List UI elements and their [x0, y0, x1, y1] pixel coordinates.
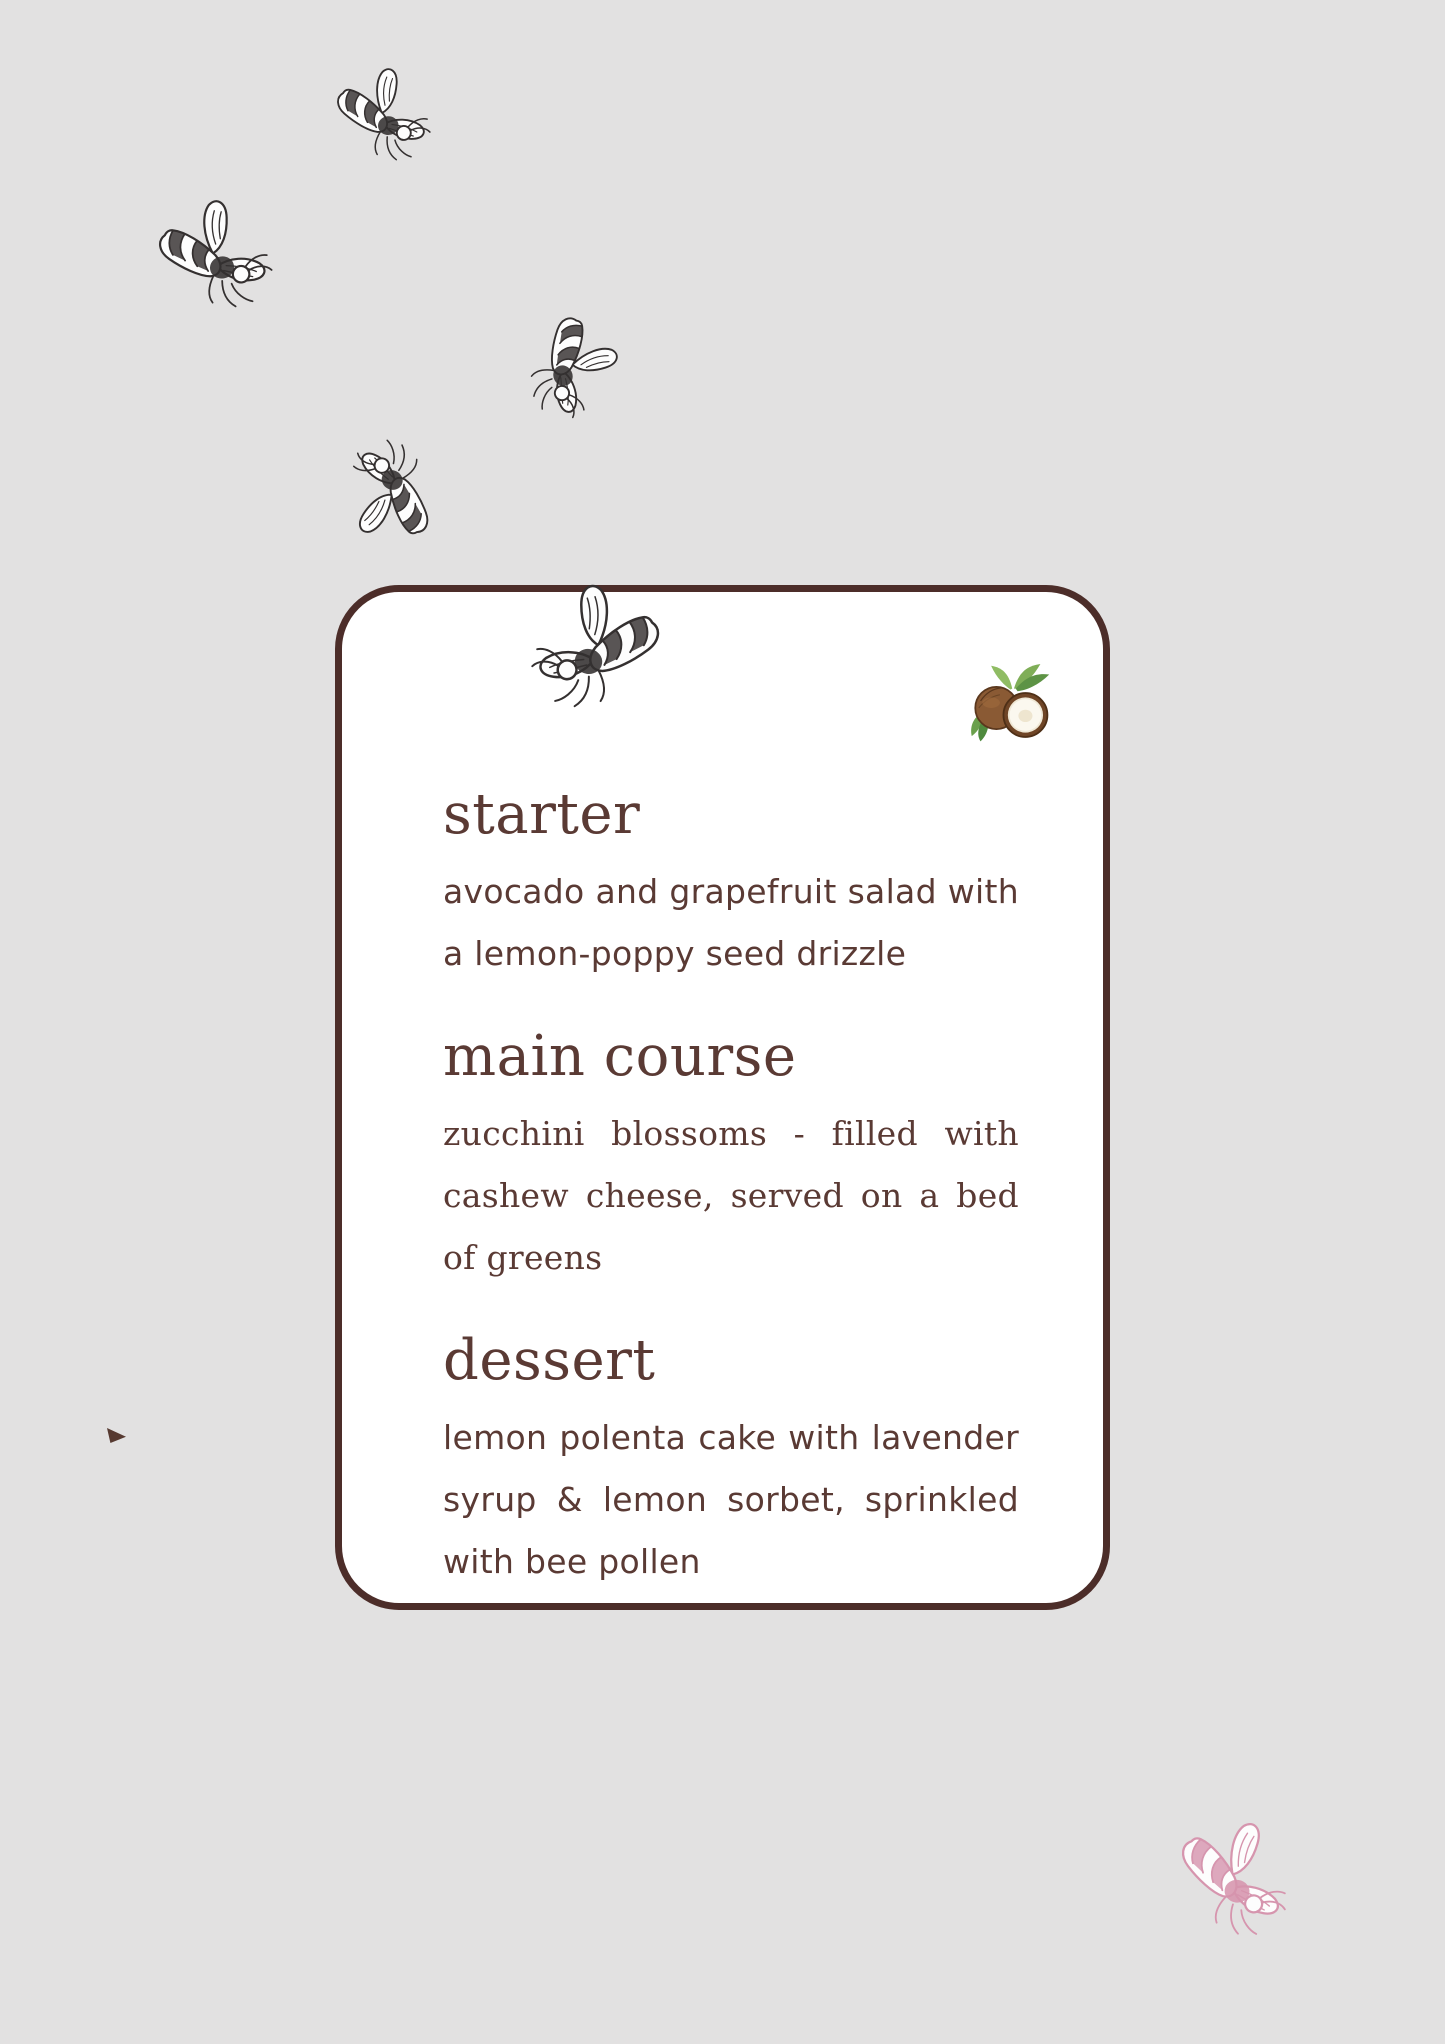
bee-icon [140, 187, 291, 329]
dessert-heading: dessert [443, 1328, 656, 1393]
starter-description: avocado and grapefruit salad with a lemon-poppy seed drizzle [443, 872, 1019, 973]
coconut-icon [970, 662, 1058, 746]
menu-section-starter [443, 782, 1019, 985]
bee-icon [317, 417, 467, 563]
dessert-description: lemon polenta cake with lavender syrup & lemon sorbet, sprinkled with bee pollen [443, 1418, 1019, 1581]
bee-icon [511, 572, 679, 730]
menu-section-dessert [443, 1328, 1019, 1593]
main-course-description: zucchini blossoms - filled with cashew cheese, served on a bed of greens [443, 1114, 1019, 1277]
starter-heading: starter [443, 782, 641, 847]
main-course-heading: main course [443, 1024, 797, 1089]
triangle-marker [107, 1428, 126, 1443]
bee-icon [325, 62, 444, 173]
bee-icon [497, 294, 641, 442]
menu-card [335, 585, 1110, 1610]
menu-section-main-course [443, 1024, 1019, 1289]
pink-bee-icon [1158, 1809, 1310, 1952]
